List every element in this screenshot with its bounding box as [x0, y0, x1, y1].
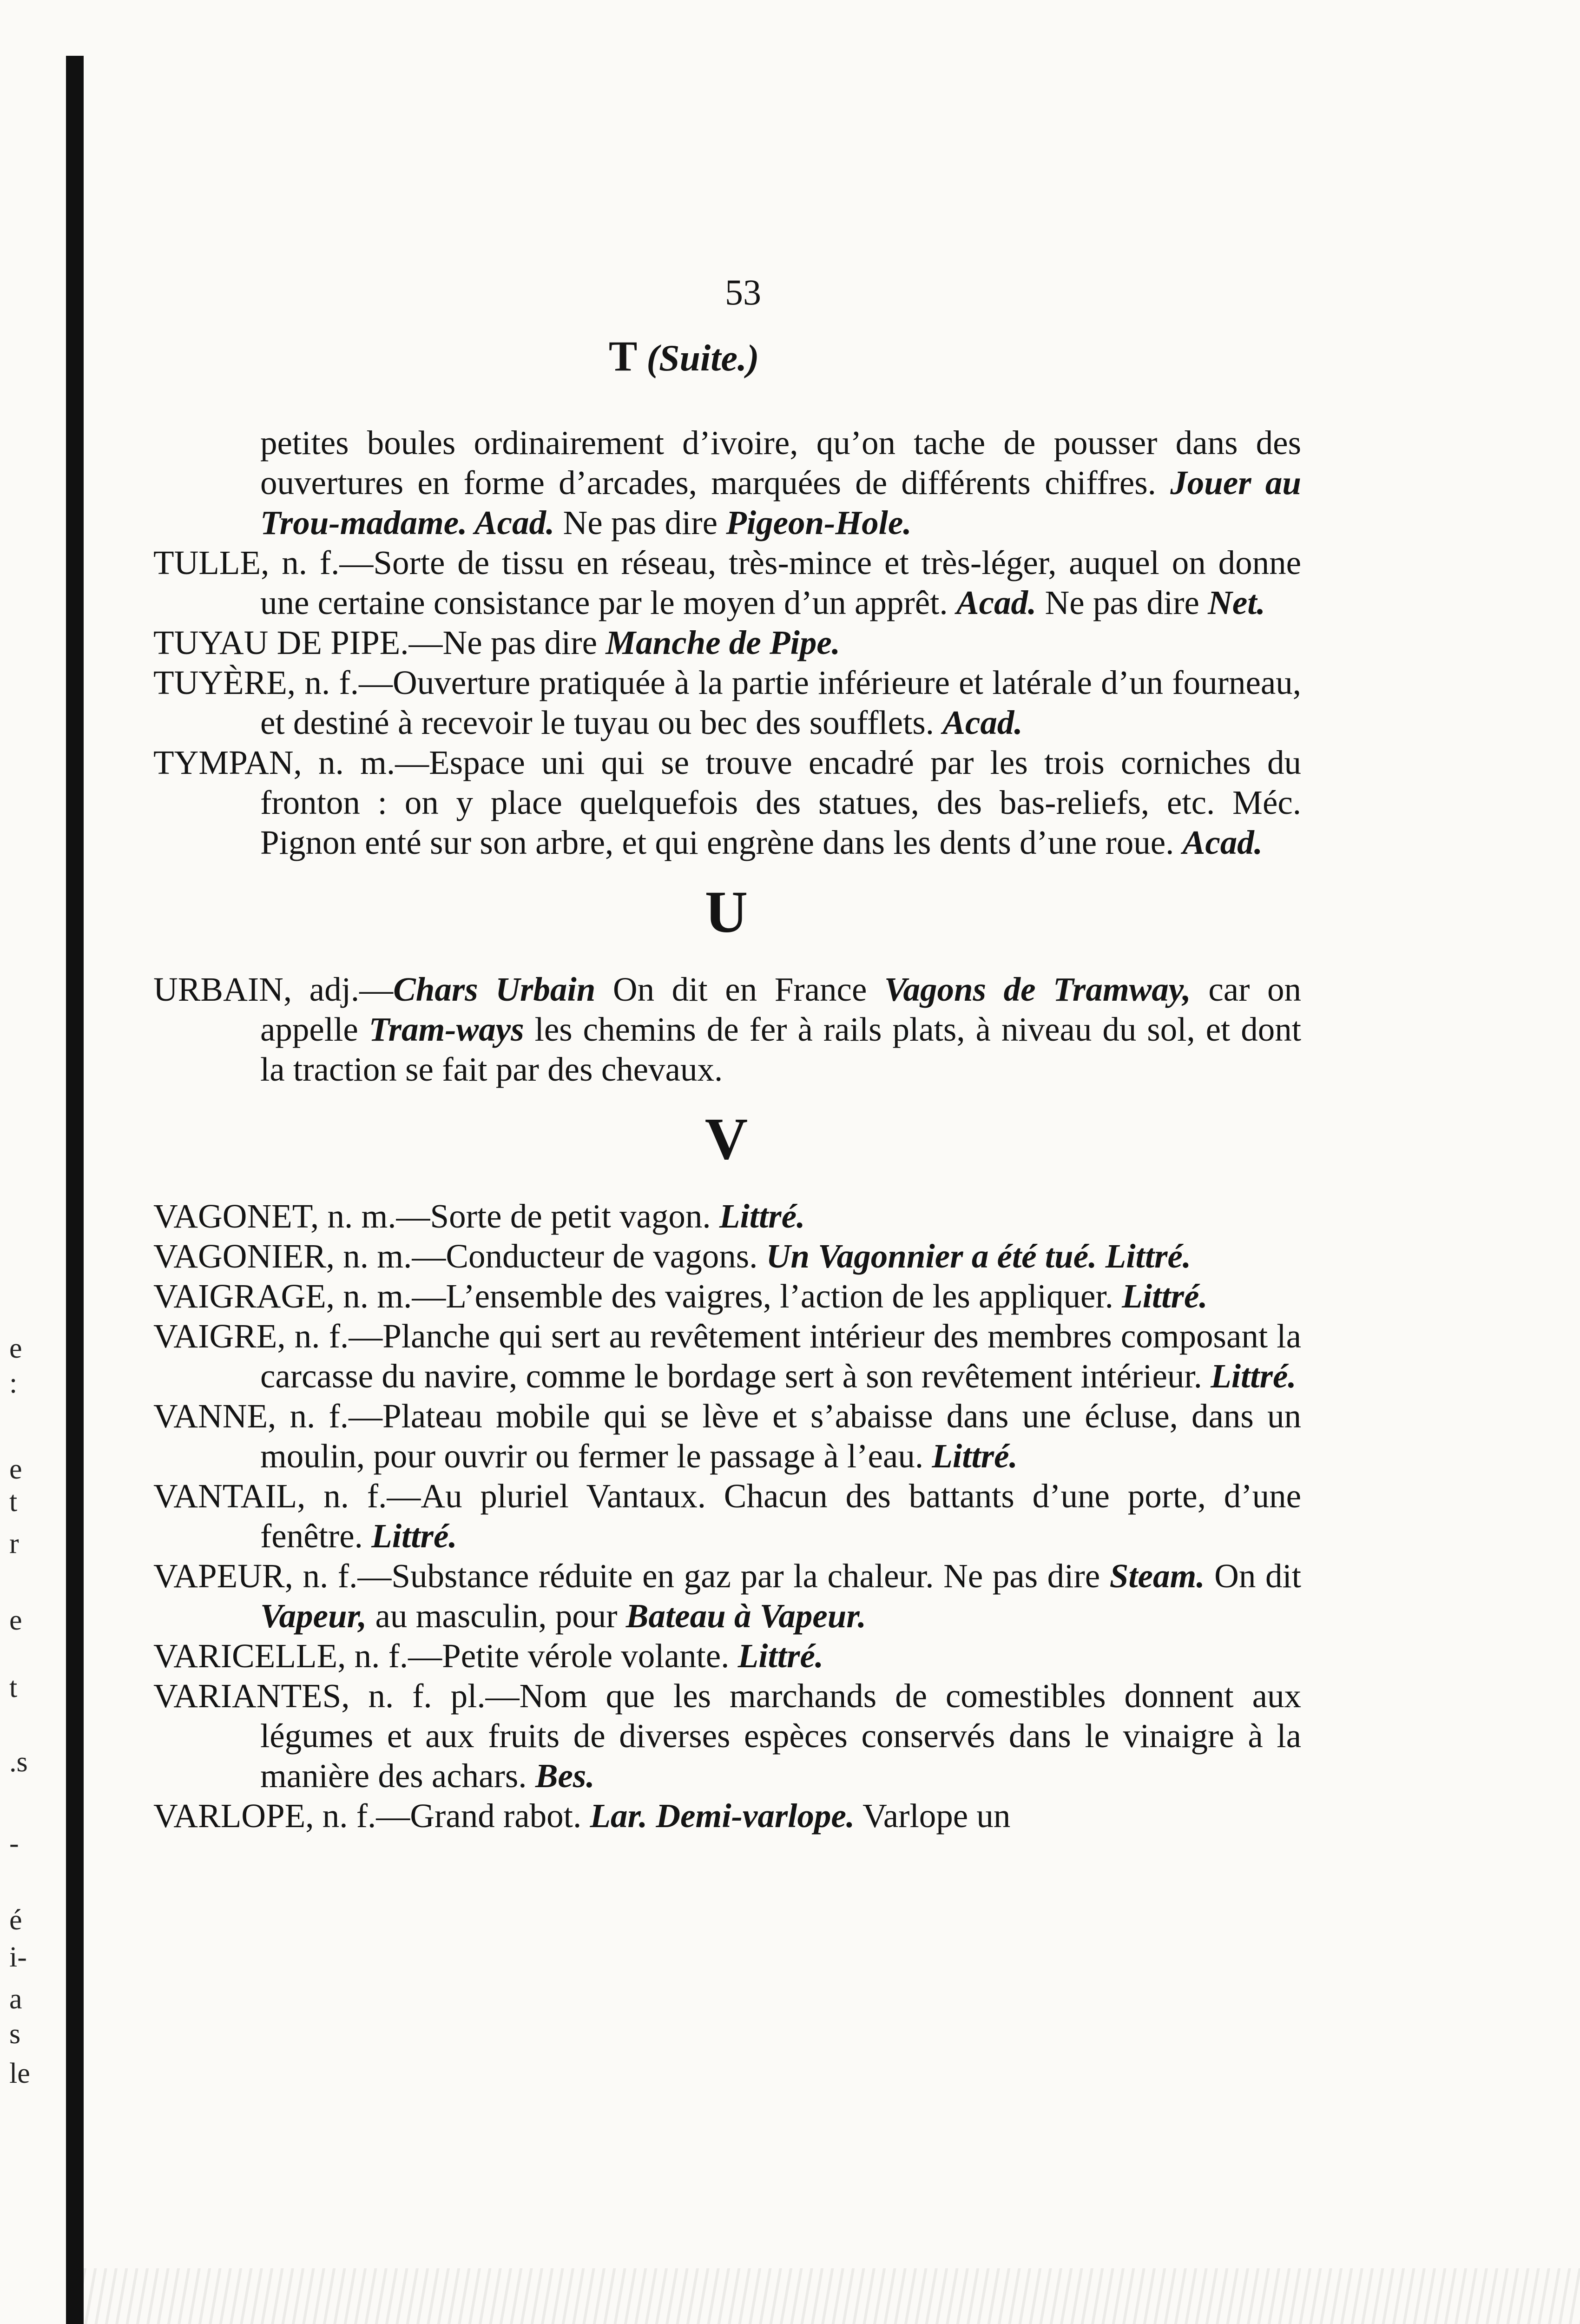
headword: VARIANTES,: [153, 1677, 350, 1715]
entry-vanne: VANNE, n. f.—Plateau mobile qui se lève et s’abaisse dans une écluse, dans un moulin, pour ouvrir ou fermer le passage à l’eau. Littré.: [153, 1397, 1301, 1475]
fragment: é: [9, 1904, 22, 1936]
entry-tuyau-de-pipe: TUYAU DE PIPE.—Ne pas dire Manche de Pipe.: [153, 624, 841, 661]
headword: TULLE,: [153, 544, 270, 581]
section-letter-v: V: [704, 1106, 750, 1172]
header-suite: (Suite.): [646, 338, 759, 379]
headword: VANNE,: [153, 1397, 276, 1435]
fragment: .s: [9, 1746, 28, 1778]
headword: VAPEUR,: [153, 1557, 293, 1595]
fragment: s: [9, 2018, 21, 2050]
scan-noise: [84, 2268, 1580, 2324]
fragment: -: [9, 1828, 19, 1859]
entry-vagonier: VAGONIER, n. m.—Conducteur de vagons. Un Vagonnier a été tué. Littré.: [153, 1237, 1192, 1275]
previous-page-fragments: [0, 0, 60, 2324]
headword: VAIGRAGE,: [153, 1277, 335, 1315]
binding-edge: [66, 56, 84, 2324]
running-header: [609, 332, 759, 380]
entry-tuyere: TUYÈRE, n. f.—Ouverture pratiquée à la partie inférieure et latérale d’un fourneau, et destiné à recevoir le tuyau ou bec des soufflets. Acad.: [153, 664, 1302, 741]
headword: VANTAIL,: [153, 1477, 306, 1515]
headword: TYMPAN,: [153, 744, 302, 781]
entry-vaigre: VAIGRE, n. f.—Planche qui sert au revêtement intérieur des membres composant la carcasse du navire, comme le bordage sert à son revêtement intérieur. Littré.: [153, 1317, 1301, 1395]
fragment: i-: [9, 1941, 27, 1973]
headword: URBAIN,: [153, 971, 292, 1008]
fragment: t: [9, 1672, 18, 1703]
entry-trou-madame-continued: petites boules ordinairement d’ivoire, qu’on tache de pousser dans des ouvertures en forme d’arcades, marquées de différents chiffres. Jouer au Trou-madame. Acad. Ne pas dire Pigeon-Hole.: [260, 424, 1301, 541]
fragment: t: [9, 1486, 18, 1518]
section-letter-u: U: [704, 879, 750, 945]
fragment: le: [9, 2058, 30, 2089]
entry-tulle: TULLE, n. f.—Sorte de tissu en réseau, très-mince et très-léger, auquel on donne une certaine consistance par le moyen d’un apprêt. Acad. Ne pas dire Net.: [153, 544, 1301, 621]
entry-vagonet: VAGONET, n. m.—Sorte de petit vagon. Littré.: [153, 1197, 805, 1235]
fragment: e: [9, 1333, 22, 1364]
fragment: r: [9, 1528, 19, 1559]
headword: TUYAU DE PIPE.: [153, 624, 409, 661]
header-letter: T: [609, 332, 638, 380]
entry-varicelle: VARICELLE, n. f.—Petite vérole volante. Littré.: [153, 1637, 824, 1675]
entry-varlope: VARLOPE, n. f.—Grand rabot. Lar. Demi-varlope. Varlope un: [153, 1797, 1011, 1835]
dictionary-text: [153, 423, 1301, 1836]
fragment: e: [9, 1604, 22, 1636]
entry-vantail: VANTAIL, n. f.—Au pluriel Vantaux. Chacun des battants d’une porte, d’une fenêtre. Littré.: [153, 1477, 1302, 1555]
entry-vaigrage: VAIGRAGE, n. m.—L’ensemble des vaigres, l’action de les appliquer. Littré.: [153, 1277, 1208, 1315]
headword: VAIGRE,: [153, 1317, 286, 1355]
fragment: e: [9, 1453, 22, 1485]
fragment: :: [9, 1367, 18, 1399]
page-number: 53: [725, 272, 761, 312]
headword: TUYÈRE,: [153, 664, 296, 701]
headword: VAGONET,: [153, 1197, 319, 1235]
entry-urbain: URBAIN, adj.—Chars Urbain On dit en France Vagons de Tramway, car on appelle Tram-ways les chemins de fer à rails plats, à niveau du sol, et dont la traction se fait par des chevaux.: [153, 971, 1302, 1088]
entry-variantes: VARIANTES, n. f. pl.—Nom que les marchands de comestibles donnent aux légumes et aux fruits de diverses espèces conservés dans le vinaigre à la manière des achars. Bes.: [153, 1677, 1302, 1795]
entry-vapeur: VAPEUR, n. f.—Substance réduite en gaz par la chaleur. Ne pas dire Steam. On dit Vapeur, au masculin, pour Bateau à Vapeur.: [153, 1557, 1302, 1635]
headword: VAGONIER,: [153, 1237, 335, 1275]
fragment: a: [9, 1983, 22, 2015]
entry-tympan: TYMPAN, n. m.—Espace uni qui se trouve encadré par les trois corniches du fronton : on y place quelquefois des statues, des bas-reliefs, etc. Méc. Pignon enté sur son arbre, et qui engrène dans les dents d’une roue. Acad.: [153, 744, 1301, 861]
headword: VARICELLE,: [153, 1637, 346, 1675]
headword: VARLOPE,: [153, 1797, 314, 1835]
